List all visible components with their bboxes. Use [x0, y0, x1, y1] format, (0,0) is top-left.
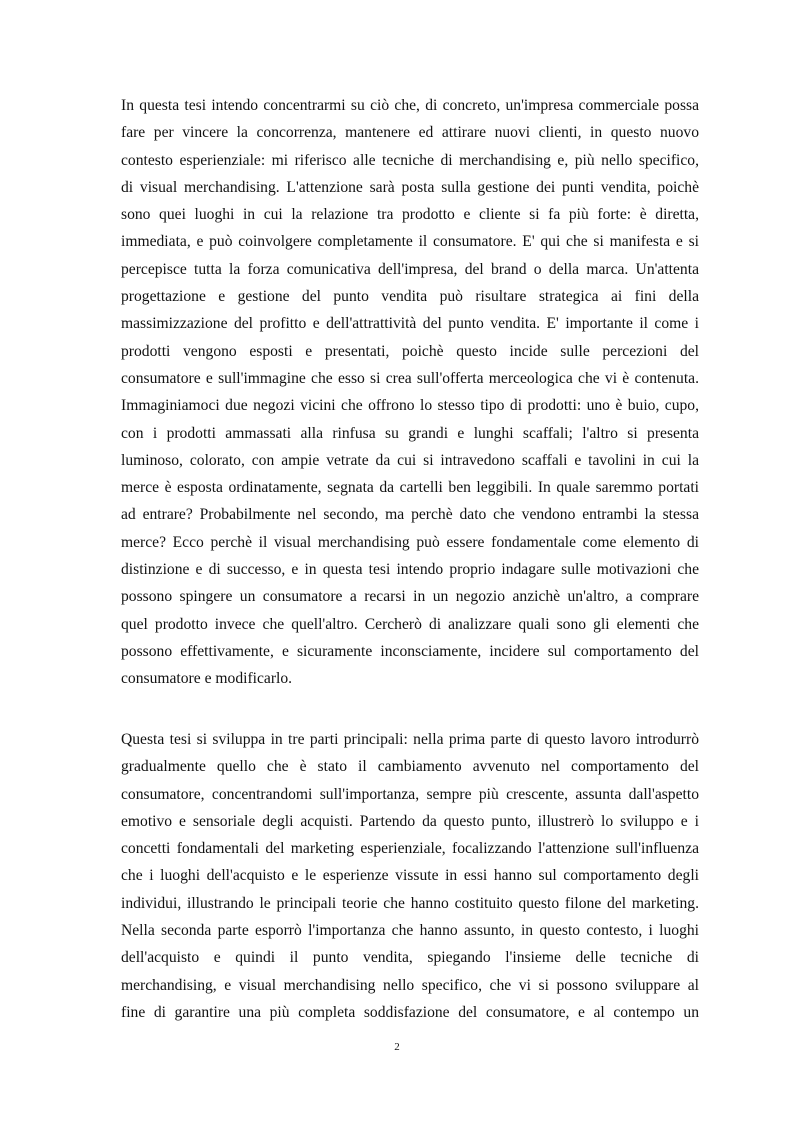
paragraph-1: [121, 92, 699, 693]
text-line: dell'acquisto e quindi il punto vendita, spiegando l'insieme delle tecniche di: [121, 949, 699, 967]
text-line: distinzione e di successo, e in questa tesi intendo proprio indagare sulle motivazioni che: [121, 561, 699, 579]
text-line: fare per vincere la concorrenza, mantenere ed attirare nuovi clienti, in questo nuovo: [121, 124, 699, 142]
text-line: luminoso, colorato, con ampie vetrate da cui si intravedono scaffali e tavolini in cui la: [121, 451, 699, 469]
text-line: Nella seconda parte esporrò l'importanza che hanno assunto, in questo contesto, i luoghi: [121, 922, 699, 940]
text-line: individui, illustrando le principali teorie che hanno costituito questo filone del marketing.: [121, 894, 699, 912]
text-line: massimizzazione del profitto e dell'attrattività del punto vendita. E' importante il come i: [121, 315, 699, 333]
text-line: In questa tesi intendo concentrarmi su ciò che, di concreto, un'impresa commerciale possa: [121, 97, 699, 114]
text-line: progettazione e gestione del punto vendita può risultare strategica ai fini della: [121, 288, 699, 306]
text-line: immediata, e può coinvolgere completamente il consumatore. E' qui che si manifesta e si: [121, 233, 699, 251]
text-line: percepisce tutta la forza comunicativa dell'impresa, del brand o della marca. Un'attenta: [121, 260, 699, 278]
text-line: gradualmente quello che è stato il cambiamento avvenuto nel comportamento del: [121, 758, 699, 776]
text-line: Questa tesi si sviluppa in tre parti principali: nella prima parte di questo lavoro introdurrò: [121, 731, 699, 748]
paragraph-2: [121, 726, 699, 1026]
text-line: che i luoghi dell'acquisto e le esperienze vissute in essi hanno sul comportamento degli: [121, 867, 699, 885]
text-line: ad entrare? Probabilmente nel secondo, ma perchè dato che vendono entrambi la stessa: [121, 506, 699, 524]
text-line: consumatore, concentrandomi sull'importanza, sempre più crescente, assunta dall'aspetto: [121, 785, 699, 803]
text-line: possono spingere un consumatore a recarsi in un negozio anzichè un'altro, a comprare: [121, 588, 699, 606]
text-line: Immaginiamoci due negozi vicini che offrono lo stesso tipo di prodotti: uno è buio, cupo,: [121, 397, 699, 415]
text-line: di visual merchandising. L'attenzione sarà posta sulla gestione dei punti vendita, poichè: [121, 178, 699, 196]
text-line: possono effettivamente, e sicuramente inconsciamente, incidere sul comportamento del: [121, 642, 699, 660]
text-line: sono quei luoghi in cui la relazione tra prodotto e cliente si fa più forte: è diretta,: [121, 206, 699, 224]
text-line: contesto esperienziale: mi riferisco alle tecniche di merchandising e, più nello specifico,: [121, 151, 699, 169]
text-line: emotivo e sensoriale degli acquisti. Partendo da questo punto, illustrerò lo sviluppo e i: [121, 812, 699, 830]
text-line: concetti fondamentali del marketing esperienziale, focalizzando l'attenzione sull'influenza: [121, 840, 699, 858]
text-line: merce? Ecco perchè il visual merchandising può essere fondamentale come elemento di: [121, 533, 699, 551]
text-line: merce è esposta ordinatamente, segnata da cartelli ben leggibili. In quale saremmo portati: [121, 479, 699, 497]
text-line: consumatore e sull'immagine che esso si crea sull'offerta merceologica che vi è contenuta.: [121, 369, 699, 387]
text-line: prodotti vengono esposti e presentati, poichè questo incide sulle percezioni del: [121, 342, 699, 360]
text-line: consumatore e modificarlo.: [121, 670, 293, 688]
text-line: merchandising, e visual merchandising nello specifico, che vi si possono sviluppare al: [121, 976, 699, 994]
text-line: quel prodotto invece che quell'altro. Cercherò di analizzare quali sono gli elementi che: [121, 615, 699, 633]
text-line: fine di garantire una più completa soddisfazione del consumatore, e al contempo un: [121, 1003, 699, 1021]
text-line: con i prodotti ammassati alla rinfusa su grandi e lunghi scaffali; l'altro si presenta: [121, 424, 699, 442]
page-number: 2: [394, 1041, 400, 1053]
